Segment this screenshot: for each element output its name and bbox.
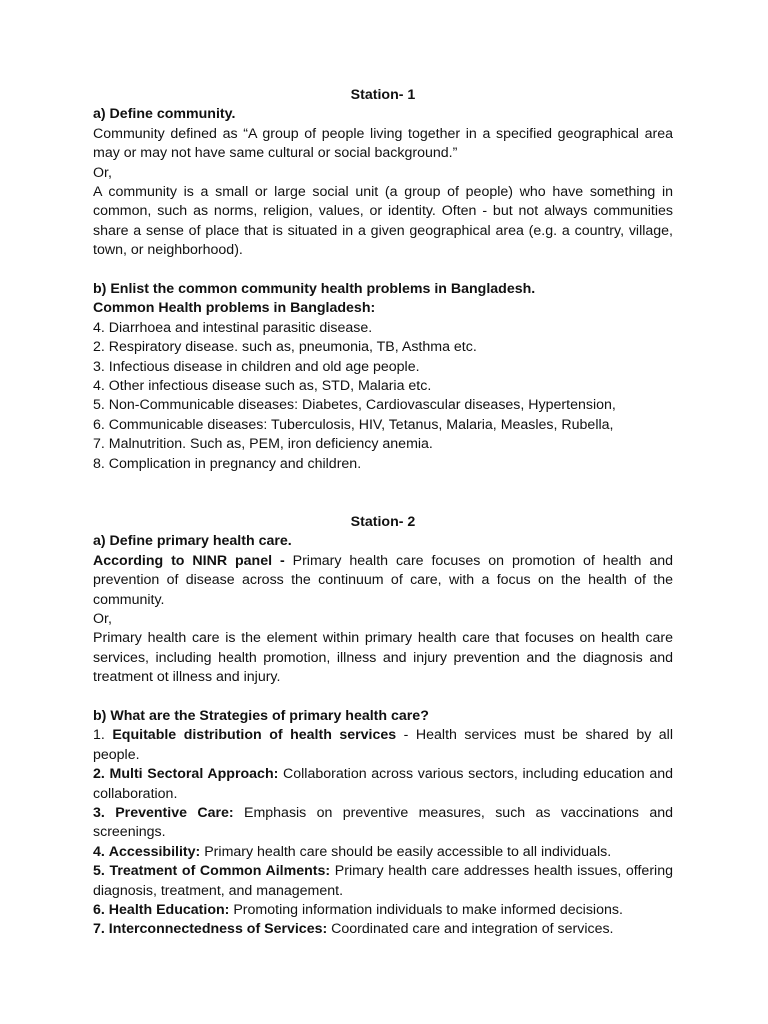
spacer	[93, 474, 673, 513]
definition-text: Primary health care focuses on promotion of health and prevention of disease across the continuum of care, with a focus on the health of the community.	[93, 552, 673, 608]
station-2-question-a: a) Define primary health care.	[93, 533, 292, 550]
strategy-number: 1	[93, 727, 101, 744]
strategy-number: 4.	[93, 843, 105, 860]
list-item: 5. Non-Communicable diseases: Diabetes, Cardiovascular diseases, Hypertension,	[93, 397, 616, 414]
health-problems-heading: Common Health problems in Bangladesh:	[93, 300, 376, 317]
or-separator: Or,	[93, 164, 112, 181]
definition-source-label: According to NINR panel -	[93, 552, 285, 569]
list-item: 4. Diarrhoea and intestinal parasitic disease.	[93, 319, 373, 336]
strategy-separator: .	[100, 727, 113, 744]
spacer	[93, 688, 673, 707]
spacer	[93, 261, 673, 280]
strategy-item	[93, 726, 673, 765]
strategy-number: 5.	[93, 863, 105, 880]
strategy-name: Accessibility:	[108, 843, 201, 860]
strategy-item	[93, 804, 673, 843]
community-definition-1: Community defined as “A group of people living together in a specified geographical area may or may not have same cultural or social background.”	[93, 125, 673, 162]
strategy-item	[93, 901, 673, 920]
list-item: 6. Communicable diseases: Tuberculosis, HIV, Tetanus, Malaria, Measles, Rubella,	[93, 416, 614, 433]
strategy-name: Interconnectedness of Services:	[108, 921, 328, 938]
strategy-item	[93, 843, 673, 862]
list-item: 8. Complication in pregnancy and children.	[93, 455, 362, 472]
strategy-description: Coordinated care and integration of services.	[327, 921, 614, 938]
strategy-name: Health Education:	[108, 902, 230, 919]
strategy-name: Equitable distribution of health services	[112, 727, 397, 744]
station-1-question-a: a) Define community.	[93, 106, 236, 123]
community-definition-2: A community is a small or large social unit (a group of people) who have something in common, such as norms, religion, values, or identity. Often - but not always communities share a sense of place that is situated in a given geographical area (e.g. a country, village, town, or neighborhood).	[93, 184, 673, 259]
strategy-name: Treatment of Common Ailments:	[109, 863, 331, 880]
primary-health-care-definition-1	[93, 552, 673, 610]
strategy-description: Emphasis on preventive measures, such as vaccinations and screenings.	[93, 804, 673, 841]
strategy-description: Collaboration across various sectors, including education and collaboration.	[93, 766, 673, 802]
strategy-name: Preventive Care:	[115, 804, 234, 821]
station-2-question-b: b) What are the Strategies of primary health care?	[93, 707, 429, 724]
document-page	[93, 86, 673, 940]
list-item: 4. Other infectious disease such as, STD, Malaria etc.	[93, 378, 432, 395]
strategy-item	[93, 765, 673, 804]
health-problems-list	[93, 319, 673, 474]
strategy-separator	[105, 805, 115, 821]
strategy-name: Multi Sectoral Approach:	[109, 766, 279, 783]
strategy-item	[93, 920, 673, 939]
list-item: 2. Respiratory disease. such as, pneumonia, TB, Asthma etc.	[93, 339, 477, 356]
strategy-number: 6.	[93, 902, 105, 919]
or-separator: Or,	[93, 610, 112, 627]
strategy-number: 7.	[93, 921, 105, 938]
list-item: 3. Infectious disease in children and old age people.	[93, 358, 420, 375]
station-2-title: Station- 2	[350, 513, 416, 530]
strategy-description: - Health services must be shared by all people.	[93, 727, 673, 763]
list-item: 7. Malnutrition. Such as, PEM, iron deficiency anemia.	[93, 436, 433, 453]
station-1-question-b: b) Enlist the common community health problems in Bangladesh.	[93, 281, 536, 298]
primary-health-care-definition-2: Primary health care is the element within primary health care that focuses on health care services, including health promotion, illness and injury prevention and the diagnosis and treatment ot illness and injury.	[93, 630, 673, 686]
strategy-item	[93, 862, 673, 901]
strategy-number: 2.	[93, 766, 105, 783]
strategy-number: 3.	[93, 804, 105, 821]
strategy-description: Promoting information individuals to make informed decisions.	[229, 902, 623, 919]
station-1-title: Station- 1	[350, 87, 416, 103]
strategy-description: Primary health care should be easily accessible to all individuals.	[200, 843, 612, 860]
strategy-description: Primary health care addresses health issues, offering diagnosis, treatment, and management.	[93, 863, 673, 899]
